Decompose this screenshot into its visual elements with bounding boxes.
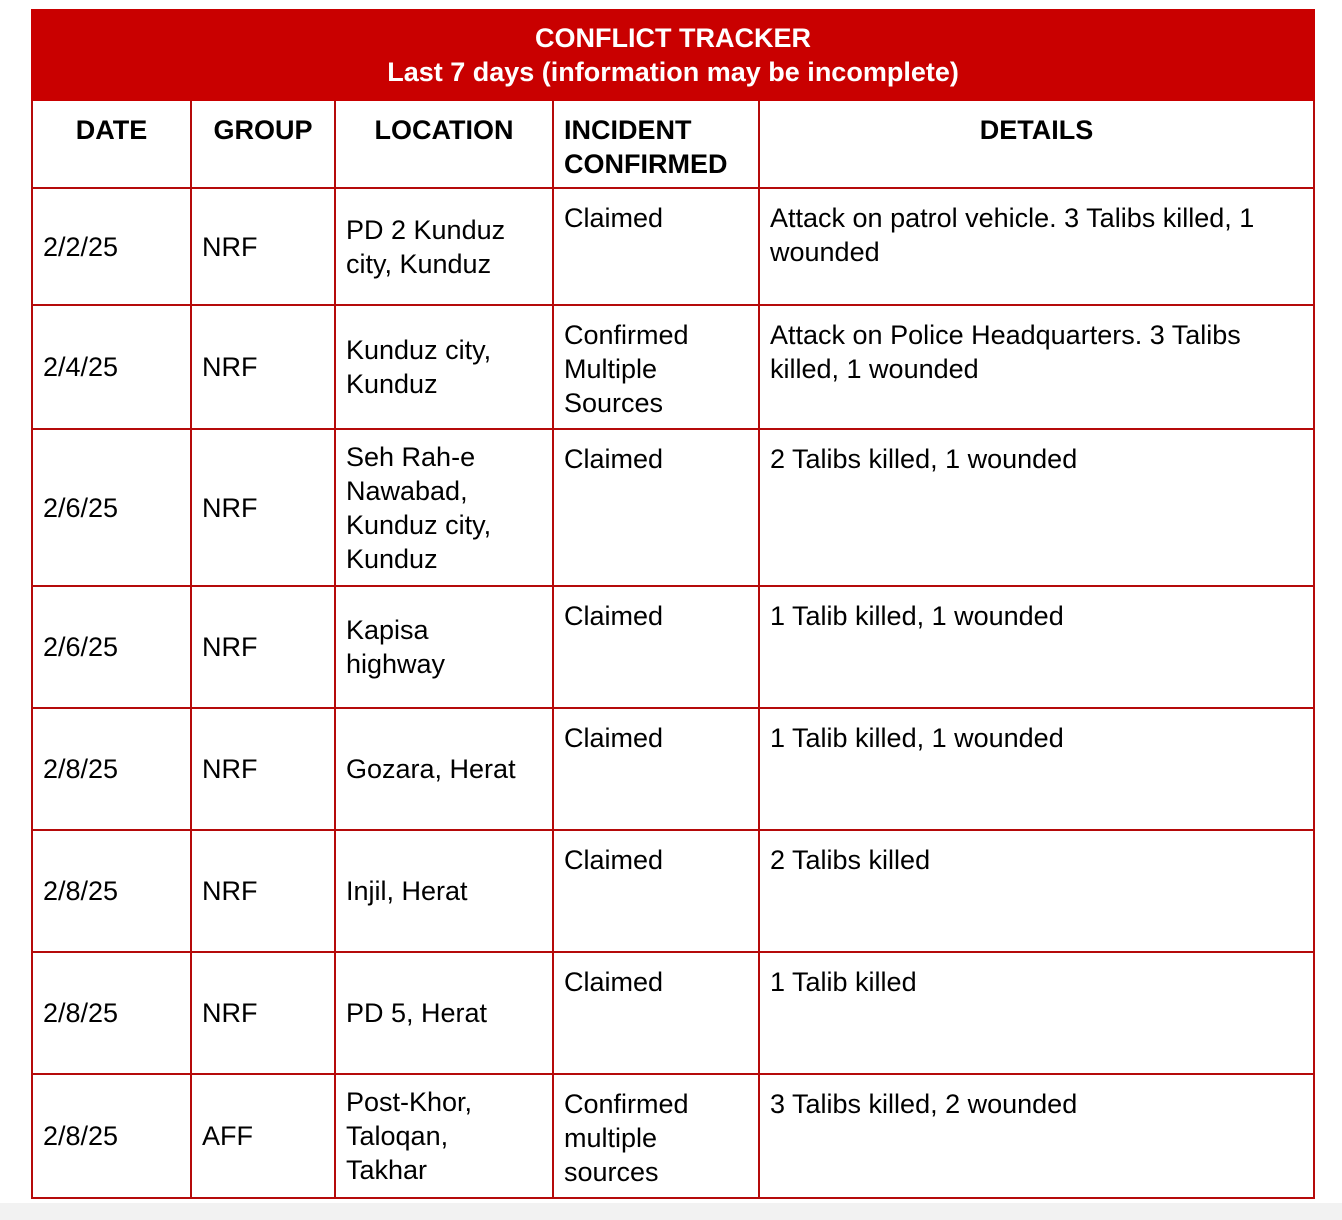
cell-incident-confirmed [553, 188, 759, 305]
cell-incident-confirmed-line: sources [564, 1157, 659, 1187]
column-header-date: DATE [32, 100, 191, 188]
tracker-title: CONFLICT TRACKER [535, 23, 812, 53]
cell-location [335, 586, 553, 708]
incident-header-line1: INCIDENT [564, 115, 692, 145]
cell-incident-confirmed-line: Confirmed [564, 1089, 689, 1119]
cell-details [759, 188, 1314, 305]
tracker-banner [32, 10, 1314, 100]
cell-details [759, 830, 1314, 952]
cell-date: 2/2/25 [32, 188, 191, 305]
page-bottom-edge [0, 1203, 1342, 1220]
column-header-details: DETAILS [759, 100, 1314, 188]
cell-location-line: Kapisa [346, 615, 429, 645]
cell-details [759, 1074, 1314, 1198]
cell-incident-confirmed [553, 305, 759, 429]
cell-details-line: Attack on Police Headquarters. 3 Talibs [770, 320, 1241, 350]
cell-location [335, 952, 553, 1074]
cell-details-line: 2 Talibs killed [770, 845, 931, 875]
cell-details [759, 708, 1314, 830]
table-row [32, 429, 1314, 586]
cell-date: 2/8/25 [32, 830, 191, 952]
cell-location [335, 188, 553, 305]
cell-incident-confirmed-line: Confirmed [564, 320, 689, 350]
cell-incident-confirmed [553, 708, 759, 830]
cell-location [335, 1074, 553, 1198]
cell-location-line: Gozara, Herat [346, 754, 516, 784]
cell-date: 2/8/25 [32, 708, 191, 830]
tracker-rows [32, 188, 1314, 1198]
tracker-subtitle: Last 7 days (information may be incomplete) [387, 57, 959, 87]
cell-location-line: Injil, Herat [346, 876, 468, 906]
cell-date: 2/8/25 [32, 1074, 191, 1198]
cell-details [759, 429, 1314, 586]
column-header-location: LOCATION [335, 100, 553, 188]
cell-date: 2/6/25 [32, 586, 191, 708]
cell-details [759, 305, 1314, 429]
table-row [32, 305, 1314, 429]
cell-group: NRF [191, 708, 335, 830]
cell-location [335, 305, 553, 429]
cell-details-line: Attack on patrol vehicle. 3 Talibs killed, 1 [770, 203, 1255, 233]
table-row [32, 586, 1314, 708]
cell-location-line: Kunduz [346, 543, 438, 574]
cell-incident-confirmed-line: Claimed [564, 203, 664, 233]
cell-date: 2/6/25 [32, 429, 191, 586]
table-row [32, 830, 1314, 952]
cell-incident-confirmed [553, 1074, 759, 1198]
cell-incident-confirmed-line: multiple [564, 1123, 658, 1153]
cell-location-line: Post-Khor, [346, 1087, 473, 1117]
cell-group: AFF [191, 1074, 335, 1198]
cell-location-line: Kunduz city, [346, 509, 492, 540]
conflict-tracker-table [31, 9, 1315, 1199]
cell-location-line: Taloqan, [346, 1121, 449, 1151]
cell-group: NRF [191, 586, 335, 708]
cell-location-line: city, Kunduz [346, 248, 492, 279]
cell-location-line: PD 2 Kunduz [346, 214, 506, 245]
cell-details-line: wounded [770, 237, 880, 267]
cell-details-line: 2 Talibs killed, 1 wounded [770, 444, 1078, 474]
cell-incident-confirmed-line: Claimed [564, 723, 664, 753]
cell-location-line: Kunduz [346, 369, 438, 399]
cell-group: NRF [191, 830, 335, 952]
cell-location-line: Takhar [346, 1155, 428, 1185]
cell-group: NRF [191, 429, 335, 586]
cell-incident-confirmed-line: Multiple [564, 354, 658, 384]
cell-date: 2/8/25 [32, 952, 191, 1074]
table-row [32, 952, 1314, 1074]
cell-incident-confirmed [553, 830, 759, 952]
cell-location-line: PD 5, Herat [346, 998, 488, 1028]
cell-details-line: 1 Talib killed, 1 wounded [770, 723, 1064, 753]
cell-location-line: Nawabad, [346, 475, 468, 506]
table-row [32, 1074, 1314, 1198]
cell-group: NRF [191, 952, 335, 1074]
cell-location-line: Seh Rah-e [346, 441, 476, 472]
cell-location [335, 429, 553, 586]
column-header-incident-confirmed [553, 100, 759, 188]
cell-incident-confirmed [553, 586, 759, 708]
incident-header-line2: CONFIRMED [564, 149, 728, 179]
cell-details-line: killed, 1 wounded [770, 354, 979, 384]
cell-incident-confirmed-line: Claimed [564, 967, 664, 997]
cell-incident-confirmed [553, 429, 759, 586]
cell-incident-confirmed-line: Sources [564, 388, 664, 418]
column-header-group: GROUP [191, 100, 335, 188]
cell-location-line: Kunduz city, [346, 335, 492, 365]
cell-location-line: highway [346, 649, 446, 679]
column-header-row [32, 100, 1314, 188]
table-row [32, 188, 1314, 305]
cell-details [759, 586, 1314, 708]
cell-incident-confirmed-line: Claimed [564, 444, 664, 474]
cell-incident-confirmed-line: Claimed [564, 601, 664, 631]
table-row [32, 708, 1314, 830]
cell-details [759, 952, 1314, 1074]
cell-location [335, 708, 553, 830]
cell-details-line: 1 Talib killed [770, 967, 917, 997]
cell-details-line: 1 Talib killed, 1 wounded [770, 601, 1064, 631]
cell-date: 2/4/25 [32, 305, 191, 429]
cell-group: NRF [191, 305, 335, 429]
cell-incident-confirmed [553, 952, 759, 1074]
cell-group: NRF [191, 188, 335, 305]
cell-location [335, 830, 553, 952]
cell-incident-confirmed-line: Claimed [564, 845, 664, 875]
cell-details-line: 3 Talibs killed, 2 wounded [770, 1089, 1078, 1119]
